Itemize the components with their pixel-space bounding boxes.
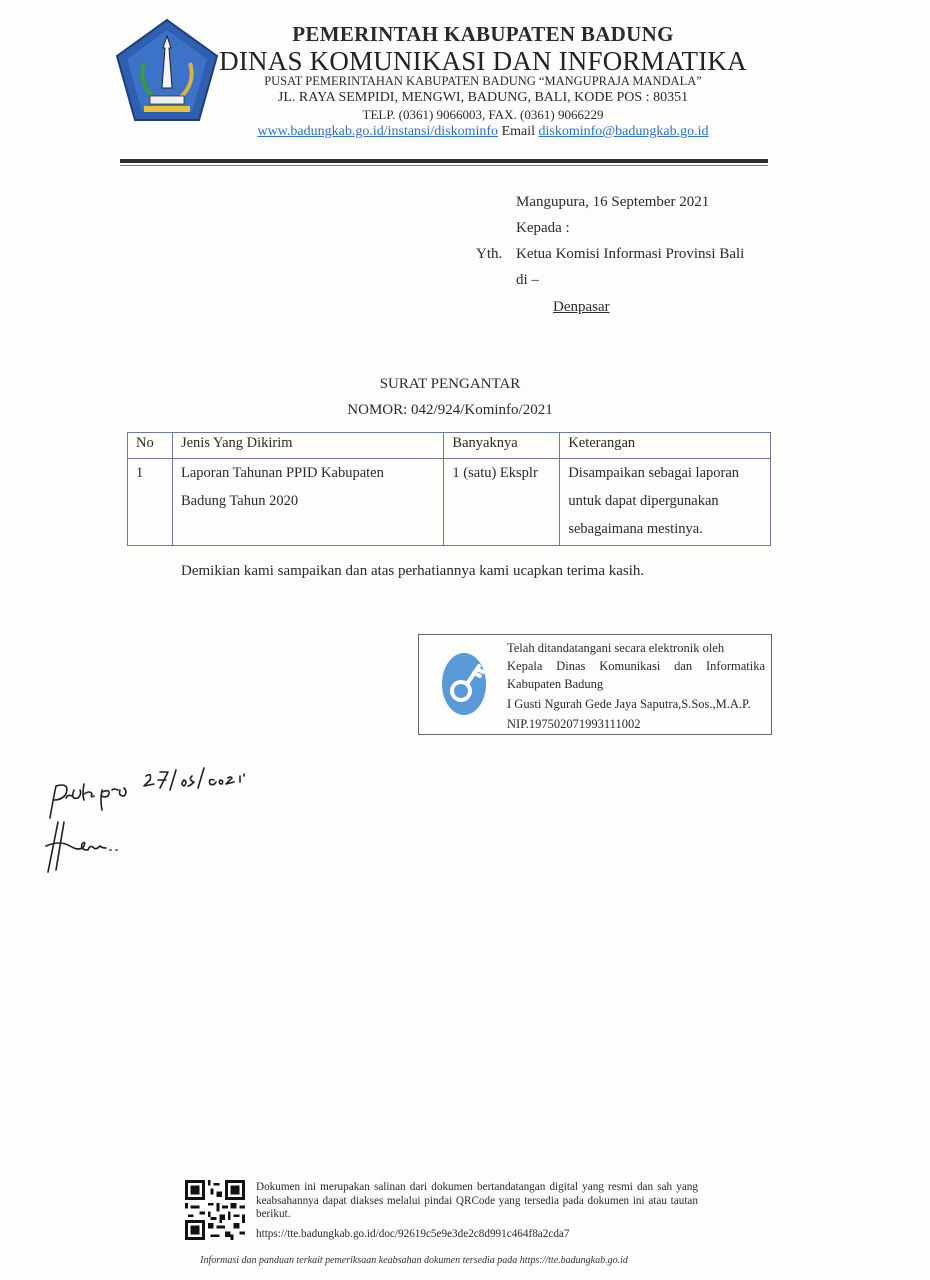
cell-item: [172, 459, 443, 546]
contact-line: [218, 124, 748, 140]
office-complex-line: PUSAT PEMERINTAHAN KABUPATEN BADUNG “MANGUPRAJA MANDALA”: [264, 74, 702, 88]
letterhead-divider-thick: [120, 159, 768, 163]
items-table: [127, 432, 771, 546]
recipient: Ketua Komisi Informasi Provinsi Bali: [516, 246, 745, 262]
cell-note-line: sebagaimana mestinya.: [568, 521, 703, 537]
col-header-quantity: Banyaknya: [444, 433, 560, 459]
col-header-no: No: [128, 433, 173, 459]
digital-copy-notice: Dokumen ini merupakan salinan dari dokumen bertandatangan digital yang resmi dan sah yang keabsahannya dapat diakses melalui pindai QRCode yang tersedia pada dokumen ini atau tautan berikut.: [256, 1181, 698, 1220]
cell-no: 1: [128, 459, 173, 546]
honorific: Yth.: [476, 246, 503, 262]
badung-regency-crest-icon: [114, 18, 220, 124]
phone-fax-line: TELP. (0361) 9066003, FAX. (0361) 9066229: [362, 107, 604, 122]
letter-number: NOMOR: 042/924/Kominfo/2021: [347, 402, 553, 418]
table-header-row: [128, 433, 771, 459]
department-name: DINAS KOMUNIKASI DAN INFORMATIKA: [219, 46, 747, 76]
signature-statement: Telah ditandatangani secara elektronik oleh: [507, 641, 725, 655]
closing-sentence: Demikian kami sampaikan dan atas perhatiannya kami ucapkan terima kasih.: [181, 563, 645, 579]
street-address-line: JL. RAYA SEMPIDI, MENGWI, BADUNG, BALI, KODE POS : 80351: [277, 90, 689, 105]
email-link[interactable]: diskominfo@badungkab.go.id: [538, 124, 709, 139]
cell-quantity: 1 (satu) Eksplr: [444, 459, 560, 546]
cell-note-line: untuk dapat dipergunakan: [568, 493, 719, 509]
cell-item-line: Laporan Tahunan PPID Kabupaten: [180, 465, 384, 481]
electronic-signature-key-icon: [441, 651, 487, 717]
cell-note-line: Disampaikan sebagai laporan: [568, 465, 740, 481]
verification-info: Informasi dan panduan terkait pemeriksaan keabsahan dokumen tersedia pada https://tte.badungkab.go.id: [200, 1255, 628, 1266]
electronic-signature-box: [418, 634, 772, 735]
col-header-note: Keterangan: [560, 433, 771, 459]
letter-title: SURAT PENGANTAR: [379, 376, 521, 392]
cell-note: [560, 459, 771, 546]
letter-date: Mangupura, 16 September 2021: [516, 194, 710, 210]
signer-nip: NIP.197502071993111002: [507, 717, 641, 731]
verification-url[interactable]: https://tte.badungkab.go.id/doc/92619c5e9e3de2c8d991c464f8a2cda7: [256, 1228, 570, 1240]
recipient-city: Denpasar: [553, 299, 610, 315]
letterhead-divider-thin: [120, 165, 768, 166]
qr-code-icon[interactable]: [185, 1180, 245, 1240]
table-row: [128, 459, 771, 546]
signer-position: Kepala Dinas Komunikasi dan Informatika: [507, 659, 765, 673]
cell-item-line: Badung Tahun 2020: [180, 493, 299, 509]
handwritten-note: [40, 760, 300, 890]
email-label: Email: [501, 124, 535, 139]
government-name: PEMERINTAH KABUPATEN BADUNG: [292, 22, 674, 46]
website-link[interactable]: www.badungkab.go.id/instansi/diskominfo: [257, 124, 499, 139]
col-header-item: Jenis Yang Dikirim: [172, 433, 443, 459]
signer-institution: Kabupaten Badung: [507, 677, 604, 691]
signer-name: I Gusti Ngurah Gede Jaya Saputra,S.Sos.,M.A.P.: [507, 697, 751, 711]
di-label: di –: [516, 272, 539, 288]
to-label: Kepada :: [516, 220, 570, 236]
